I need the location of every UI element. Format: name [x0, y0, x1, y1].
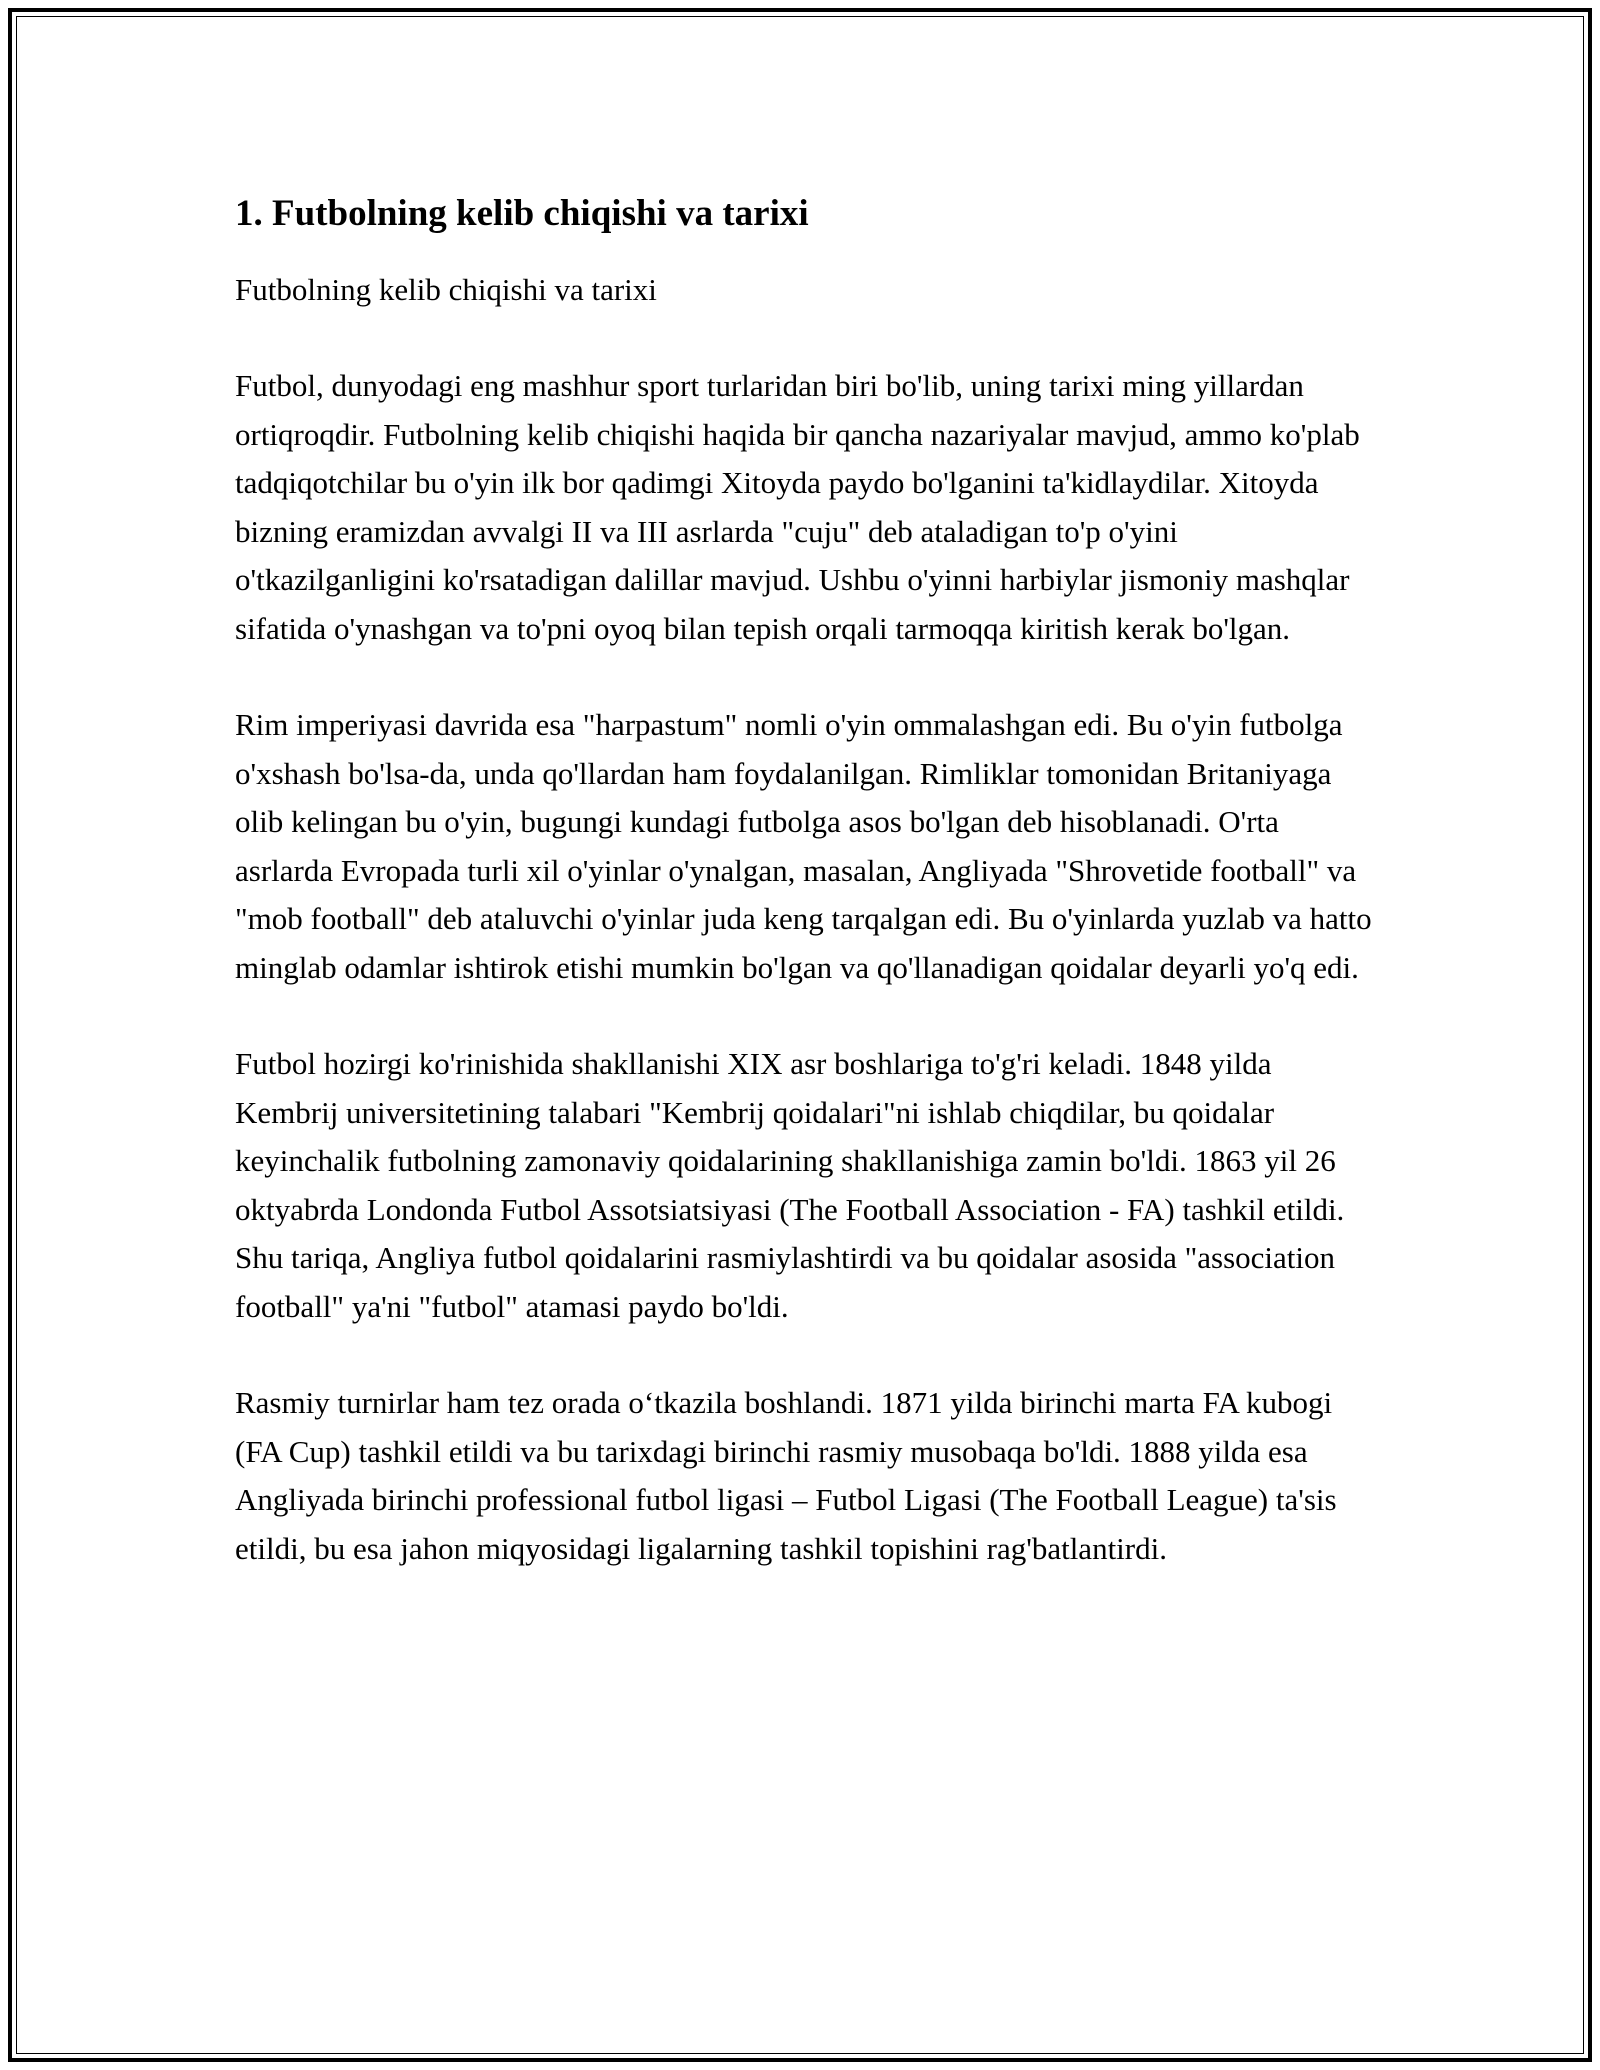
paragraph-tournaments: Rasmiy turnirlar ham tez orada o‘tkazila boshlandi. 1871 yilda birinchi marta FA kubogi (FA Cup) tashkil etildi va bu tarixdagi birinchi rasmiy musobaqa bo'ldi. 1888 yilda esa Angliyada birinchi professional futbol ligasi – Futbol Ligasi (The Football League) ta'sis etildi, bu esa jahon miqyosidagi ligalarning tashkil topishini rag'batlantirdi.	[235, 1385, 1337, 1566]
section-heading: 1. Futbolning kelib chiqishi va tarixi	[235, 193, 809, 234]
section-subheading: Futbolning kelib chiqishi va tarixi	[235, 272, 657, 307]
paragraph-origins: Futbol, dunyodagi eng mashhur sport turlaridan biri bo'lib, uning tarixi ming yillardan ortiqroqdir. Futbolning kelib chiqishi haqida bir qancha nazariyalar mavjud, ammo ko'plab tadqiqotchilar bu o'yin ilk bor qadimgi Xitoyda paydo bo'lganini ta'kidlaydilar. Xitoyda bizning eramizdan avvalgi II va III asrlarda "cuju" deb ataladigan to'p o'yini o'tkazilganligini ko'rsatadigan dalillar mavjud. Ushbu o'yinni harbiylar jismoniy mashqlar sifatida o'ynashgan va to'pni oyoq bilan tepish orqali tarmoqqa kiritish kerak bo'lgan.	[235, 368, 1360, 646]
paragraph-rome-medieval: Rim imperiyasi davrida esa "harpastum" nomli o'yin ommalashgan edi. Bu o'yin futbolga o'xshash bo'lsa-da, unda qo'llardan ham foydalanilgan. Rimliklar tomonidan Britaniyaga olib kelingan bu o'yin, bugungi kundagi futbolga asos bo'lgan deb hisoblanadi. O'rta asrlarda Evropada turli xil o'yinlar o'ynalgan, masalan, Angliyada "Shrovetide football" va "mob football" deb ataluvchi o'yinlar juda keng tarqalgan edi. Bu o'yinlarda yuzlab va hatto minglab odamlar ishtirok etishi mumkin bo'lgan va qo'llanadigan qoidalar deyarli yo'q edi.	[235, 707, 1372, 985]
document-body	[235, 188, 1375, 1573]
paragraph-modern-rules: Futbol hozirgi ko'rinishida shakllanishi XIX asr boshlariga to'g'ri keladi. 1848 yilda Kembrij universitetining talabari "Kembrij qoidalari"ni ishlab chiqdilar, bu qoidalar keyinchalik futbolning zamonaviy qoidalarining shakllanishiga zamin bo'ldi. 1863 yil 26 oktyabrda Londonda Futbol Assotsiatsiyasi (The Football Association - FA) tashkil etildi. Shu tariqa, Angliya futbol qoidalarini rasmiylashtirdi va bu qoidalar asosida "association football" ya'ni "futbol" atamasi paydo bo'ldi.	[235, 1046, 1345, 1324]
